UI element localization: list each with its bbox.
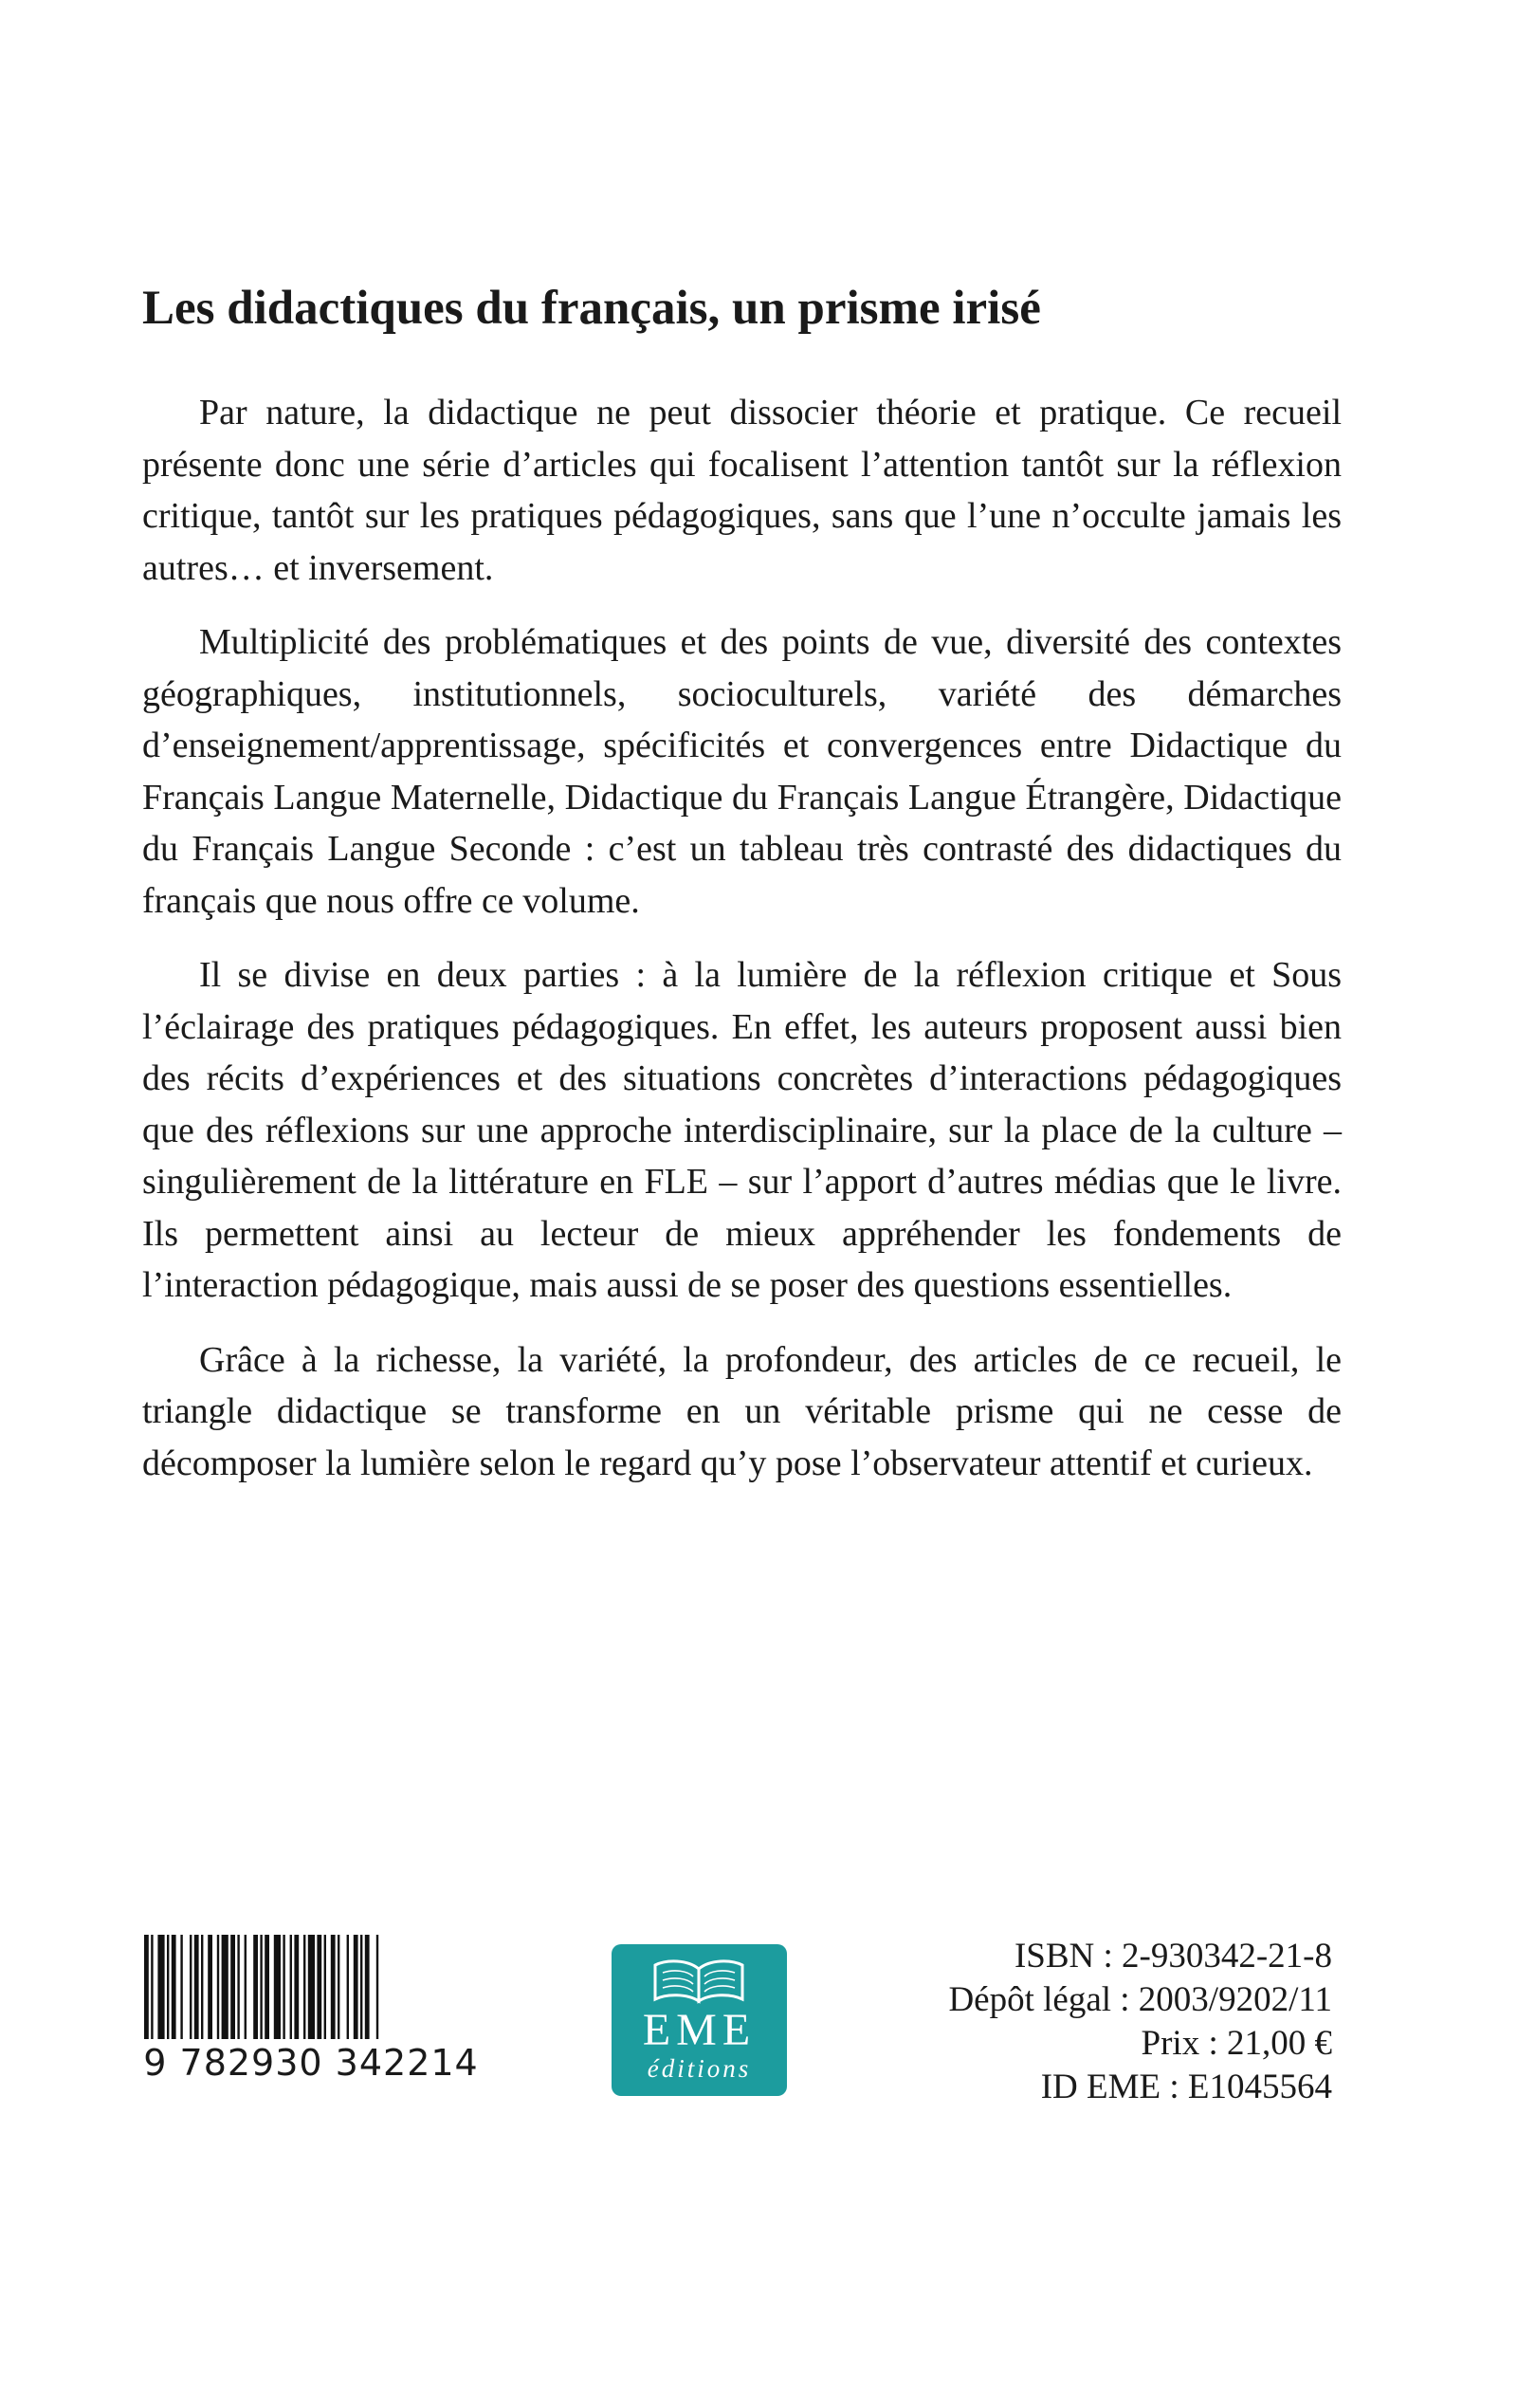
barcode (140, 1935, 482, 2096)
barcode-bar (194, 1935, 199, 2049)
barcode-bar (274, 1935, 281, 2049)
barcode-bar (376, 1935, 378, 2049)
barcode-bar (190, 1935, 192, 2049)
barcode-bar (222, 1935, 228, 2049)
barcode-bar (303, 1935, 305, 2049)
logo-subtitle: éditions (647, 2054, 752, 2083)
barcode-bars (140, 1935, 482, 2049)
barcode-bar (217, 1935, 219, 2049)
barcode-bar (201, 1935, 203, 2049)
barcode-bar (338, 1935, 339, 2049)
barcode-bar (308, 1935, 315, 2049)
barcode-bar (360, 1935, 362, 2049)
barcode-bar (331, 1935, 336, 2049)
price-line: Prix : 21,00 € (1141, 2024, 1332, 2063)
barcode-bar (157, 1935, 164, 2049)
publication-info (839, 1935, 1332, 2109)
barcode-bar (324, 1935, 326, 2049)
barcode-bar (230, 1935, 235, 2049)
barcode-bar (347, 1935, 349, 2049)
barcode-bar (172, 1935, 176, 2049)
barcode-bar (354, 1935, 358, 2049)
barcode-bar (283, 1935, 284, 2049)
isbn-line: ISBN : 2-930342-21-8 (1014, 1937, 1332, 1976)
barcode-bar (317, 1935, 321, 2049)
barcode-bar (290, 1935, 292, 2049)
barcode-bar (265, 1935, 269, 2049)
barcode-bar (167, 1935, 169, 2049)
barcode-bar (208, 1935, 212, 2049)
barcode-bar (180, 1935, 182, 2049)
paragraph: Grâce à la richesse, la variété, la profondeur, des articles de ce recueil, le triangle didactique se transforme en un véritable prisme qui ne cesse de décomposer la lumière selon le regard qu’y pose l’observateur attentif et curieux. (142, 1339, 1342, 1483)
barcode-bar (144, 1935, 149, 2049)
open-book-icon (651, 1956, 746, 2005)
publisher-logo (612, 1944, 787, 2096)
book-title: Les didactiques du français, un prisme irisé (142, 282, 1041, 335)
barcode-bar (237, 1935, 239, 2049)
paragraph: Par nature, la didactique ne peut dissocier théorie et pratique. Ce recueil présente donc une série d’articles qui focalisent l’attention tantôt sur la réflexion critique, tantôt sur les pratiques pédagogiques, sans que l’une n’occulte jamais les autres… et inversement. (142, 393, 1342, 588)
paragraph: Multiplicité des problématiques et des points de vue, diversité des contextes géographiques, institutionnels, socioculturels, variété des démarches d’enseignement/apprentissage, spécificités et convergences entre Didactique du Français Langue Maternelle, Didactique du Français Langue Étrangère, Didactique du Français Langue Seconde : c’est un tableau très contrasté des didactiques du français que nous offre ce volume. (142, 622, 1342, 921)
paragraph: Il se divise en deux parties : à la lumière de la réflexion critique et Sous l’éclairage des pratiques pédagogiques. En effet, les auteurs proposent aussi bien des récits d’expériences et des situations concrètes d’interactions pédagogiques que des réflexions sur une approche interdisciplinaire, sur la place de la culture – singulièrement de la littérature en FLE – sur l’apport d’autres médias que le livre. Ils permettent ainsi au lecteur de mieux appréhender les fondements de l’interaction pédagogique, mais aussi de se poser des questions essentielles. (142, 955, 1342, 1305)
barcode-bar (294, 1935, 299, 2049)
logo-letters: EME (642, 2005, 757, 2055)
barcode-digits: 9 782930 342214 (140, 2039, 482, 2086)
barcode-bar (151, 1935, 153, 2049)
legal-deposit-line: Dépôt légal : 2003/9202/11 (948, 1980, 1332, 2019)
barcode-bar (260, 1935, 262, 2049)
barcode-bar (253, 1935, 258, 2049)
barcode-bar (365, 1935, 370, 2049)
back-cover-text (142, 387, 1342, 1512)
eme-id-line: ID EME : E1045564 (1040, 2068, 1332, 2106)
barcode-bar (245, 1935, 247, 2049)
